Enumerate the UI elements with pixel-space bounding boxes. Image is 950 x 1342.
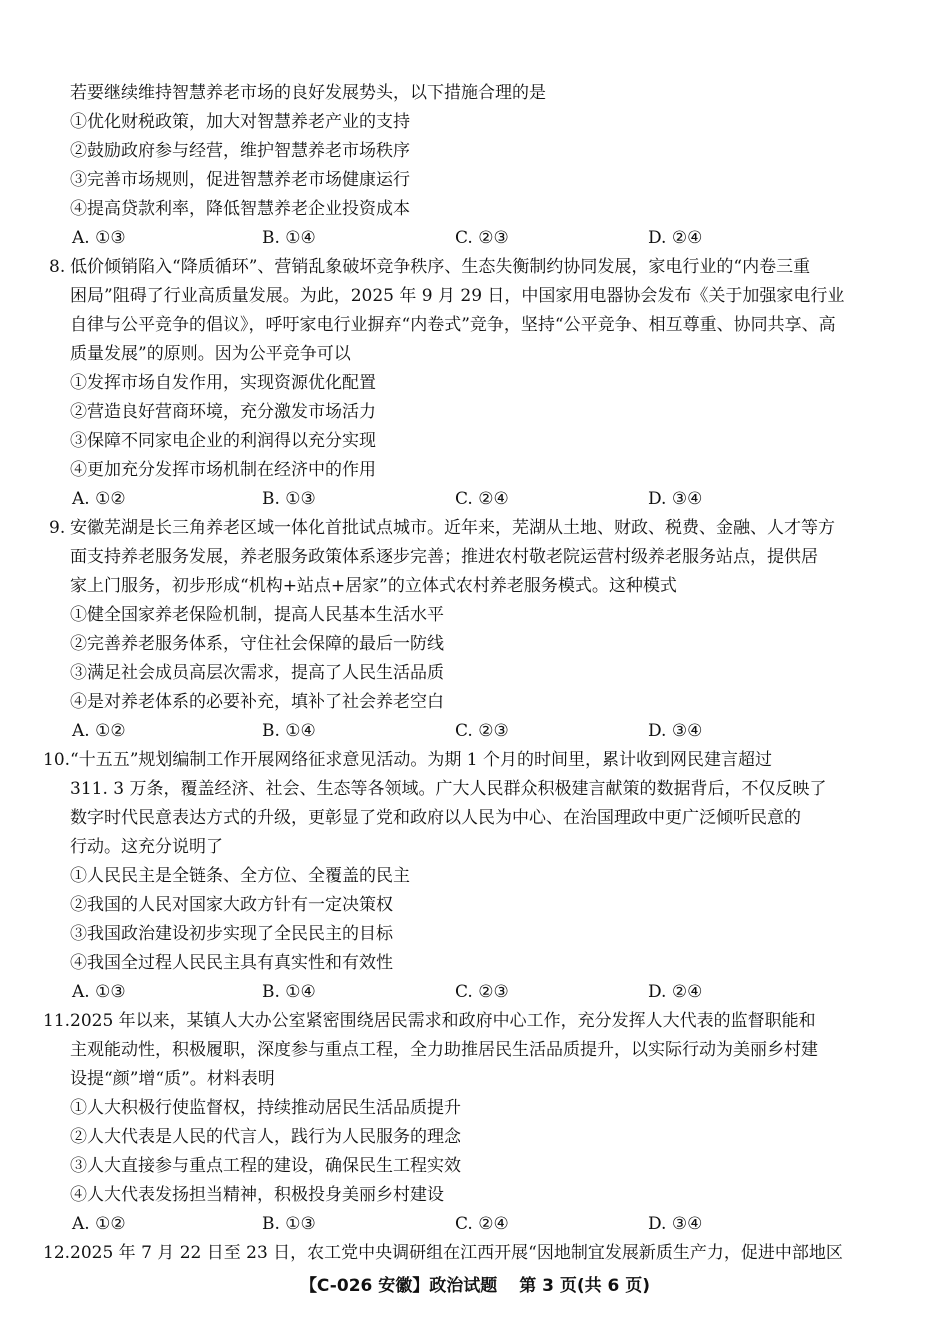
question-text: 2025 年以来，某镇人大办公室紧密围绕居民需求和政府中心工作，充分发挥人大代表的监督职能和 [70, 1011, 816, 1031]
option-c: C. ②④ [455, 1214, 509, 1234]
choice-item: ②完善养老服务体系，守住社会保障的最后一防线 [70, 634, 444, 654]
question-number: 11. [43, 1011, 71, 1031]
question-text: 数字时代民意表达方式的升级，更彰显了党和政府以人民为中心、在治国理政中更广泛倾听民意的 [70, 808, 801, 828]
option-d: D. ③④ [648, 721, 703, 741]
question-number: 10. [43, 750, 71, 770]
option-a: A. ①③ [72, 982, 126, 1002]
choice-item: ③保障不同家电企业的利润得以充分实现 [70, 431, 376, 451]
choice-item: ③满足社会成员高层次需求，提高了人民生活品质 [70, 663, 444, 683]
choice-item: ①人民民主是全链条、全方位、全覆盖的民主 [70, 866, 410, 886]
page-footer [0, 1272, 950, 1300]
exam-code: 【C-026 安徽】政治试题 [299, 1276, 498, 1296]
question-text: 面支持养老服务发展，养老服务政策体系逐步完善；推进农村敬老院运营村级养老服务站点，提供居 [70, 547, 818, 567]
question-number: 8. [49, 257, 66, 277]
question-text: 311. 3 万条，覆盖经济、社会、生态等各领域。广大人民群众积极建言献策的数据背后，不仅反映了 [70, 779, 827, 799]
choice-item: ④我国全过程人民民主具有真实性和有效性 [70, 953, 393, 973]
question-text: 低价倾销陷入“降质循环”、营销乱象破坏竞争秩序、生态失衡制约协同发展，家电行业的“内卷三重 [70, 257, 811, 277]
options-row [0, 978, 950, 1007]
choice-item: ②鼓励政府参与经营，维护智慧养老市场秩序 [70, 141, 410, 161]
question-number: 9. [49, 518, 66, 538]
choice-item: ③我国政治建设初步实现了全民民主的目标 [70, 924, 393, 944]
option-b: B. ①④ [262, 721, 316, 741]
question-text: 设提“颜”增“质”。材料表明 [70, 1069, 275, 1089]
question-9-line [0, 514, 950, 543]
question-12-line [0, 1239, 950, 1268]
option-a: A. ①② [72, 489, 126, 509]
options-row [0, 224, 950, 253]
option-d: D. ③④ [648, 489, 703, 509]
choice-item: ②我国的人民对国家大政方针有一定决策权 [70, 895, 393, 915]
option-c: C. ②③ [455, 721, 509, 741]
option-c: C. ②③ [455, 982, 509, 1002]
choice-item: ①健全国家养老保险机制，提高人民基本生活水平 [70, 605, 444, 625]
options-row [0, 717, 950, 746]
question-text: 家上门服务，初步形成“机构+站点+居家”的立体式农村养老服务模式。这种模式 [70, 576, 677, 596]
page-number: 第 3 页(共 6 页) [519, 1276, 651, 1296]
choice-item: ①优化财税政策，加大对智慧养老产业的支持 [70, 112, 410, 132]
option-c: C. ②④ [455, 489, 509, 509]
question-text: “十五五”规划编制工作开展网络征求意见活动。为期 1 个月的时间里，累计收到网民建言超过 [70, 750, 773, 770]
option-b: B. ①③ [262, 489, 316, 509]
choice-item: ③完善市场规则，促进智慧养老市场健康运行 [70, 170, 410, 190]
choice-item: ④提高贷款利率，降低智慧养老企业投资成本 [70, 199, 410, 219]
option-a: A. ①② [72, 721, 126, 741]
option-d: D. ②④ [648, 228, 703, 248]
choice-item: ④更加充分发挥市场机制在经济中的作用 [70, 460, 376, 480]
choice-item: ③人大直接参与重点工程的建设，确保民生工程实效 [70, 1156, 461, 1176]
options-row [0, 1210, 950, 1239]
question-text: 主观能动性，积极履职，深度参与重点工程，全力助推居民生活品质提升，以实际行动为美丽乡村建 [70, 1040, 818, 1060]
question-text: 行动。这充分说明了 [70, 837, 223, 857]
choice-item: ②营造良好营商环境，充分激发市场活力 [70, 402, 376, 422]
option-b: B. ①③ [262, 1214, 316, 1234]
option-c: C. ②③ [455, 228, 509, 248]
choice-item: ④是对养老体系的必要补充，填补了社会养老空白 [70, 692, 444, 712]
option-d: D. ③④ [648, 1214, 703, 1234]
question-text: 2025 年 7 月 22 日至 23 日，农工党中央调研组在江西开展“因地制宜发展新质生产力，促进中部地区 [70, 1243, 843, 1263]
question-text: 困局”阻碍了行业高质量发展。为此，2025 年 9 月 29 日，中国家用电器协会发布《关于加强家电行业 [70, 286, 845, 306]
question-number: 12. [43, 1243, 71, 1263]
option-b: B. ①④ [262, 228, 316, 248]
option-b: B. ①④ [262, 982, 316, 1002]
question-stem: 若要继续维持智慧养老市场的良好发展势头，以下措施合理的是 [70, 83, 546, 103]
option-a: A. ①③ [72, 228, 126, 248]
choice-item: ②人大代表是人民的代言人，践行为人民服务的理念 [70, 1127, 461, 1147]
choice-item: ①人大积极行使监督权，持续推动居民生活品质提升 [70, 1098, 461, 1118]
choice-item: ④人大代表发扬担当精神，积极投身美丽乡村建设 [70, 1185, 444, 1205]
option-a: A. ①② [72, 1214, 126, 1234]
choice-item: ①发挥市场自发作用，实现资源优化配置 [70, 373, 376, 393]
question-11-line [0, 1007, 950, 1036]
question-text: 质量发展”的原则。因为公平竞争可以 [70, 344, 351, 364]
question-8-line [0, 253, 950, 282]
question-text: 安徽芜湖是长三角养老区域一体化首批试点城市。近年来，芜湖从土地、财政、税费、金融、人才等方 [70, 518, 835, 538]
question-text: 自律与公平竞争的倡议》，呼吁家电行业摒弃“内卷式”竞争，坚持“公平竞争、相互尊重、协同共享、高 [70, 315, 836, 335]
question-10-line [0, 746, 950, 775]
option-d: D. ②④ [648, 982, 703, 1002]
options-row [0, 485, 950, 514]
